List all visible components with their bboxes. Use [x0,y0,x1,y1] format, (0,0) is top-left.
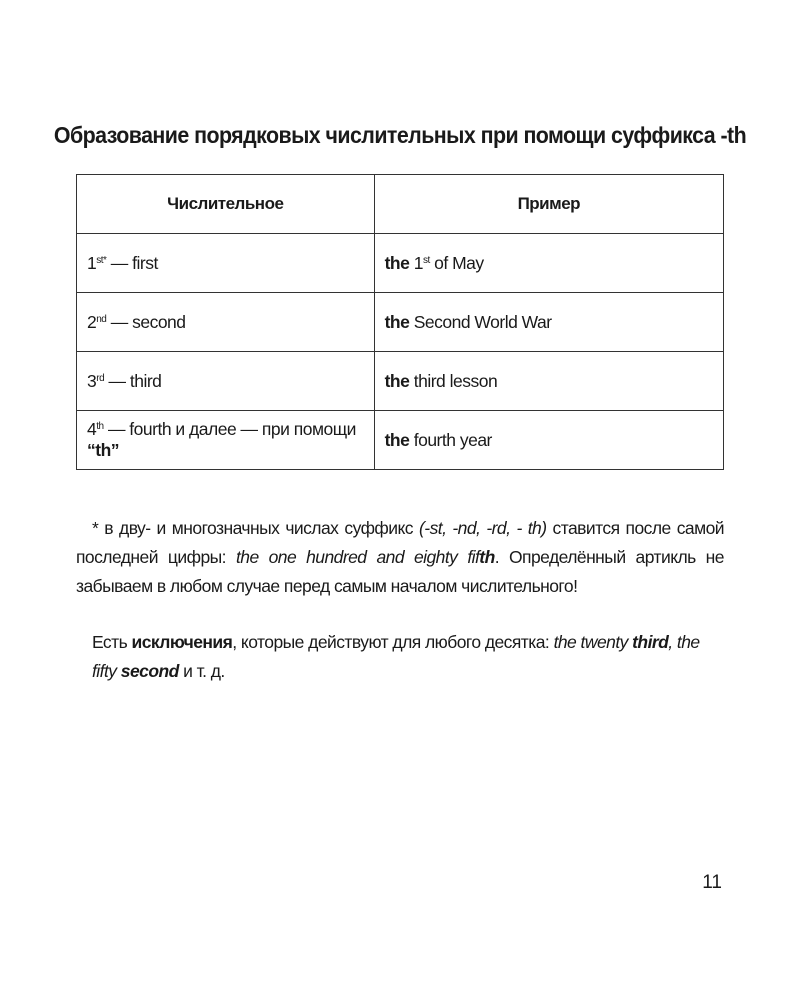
footnote-paragraph: * в дву- и многозначных числах суффикс (-st, -nd, -rd, - th) ставится после самой последней цифры: the one hundred and eighty fifth. Определённый артикль не забываем в любом случае перед самым началом числительного! [76,517,725,596]
numeral-cell: 3rd — third [77,352,375,411]
numeral-cell: 4th — fourth и далее — при помощи “th” [77,411,375,470]
example-cell: the fourth year [374,411,723,470]
example-cell: the third lesson [374,352,723,411]
example-cell: the Second World War [374,293,723,352]
column-header-example: Пример [374,175,723,234]
table-row [77,234,724,293]
exceptions-paragraph: Есть исключения, которые действуют для любого десятка: the twenty third, the fifty second и т. д. [92,631,700,681]
table-row [77,352,724,411]
column-header-numeral: Числительное [77,175,375,234]
page-title: Образование порядковых числительных при помощи суффикса -th [53,122,747,148]
numeral-cell: 2nd — second [77,293,375,352]
ordinal-table [76,174,724,470]
table-row [77,411,724,470]
example-cell: the 1st of May [374,234,723,293]
table-header-row [77,175,724,234]
numeral-cell: $1^{st*}$ — first [77,234,375,293]
table-row [77,293,724,352]
page-number: 11 [702,872,722,893]
